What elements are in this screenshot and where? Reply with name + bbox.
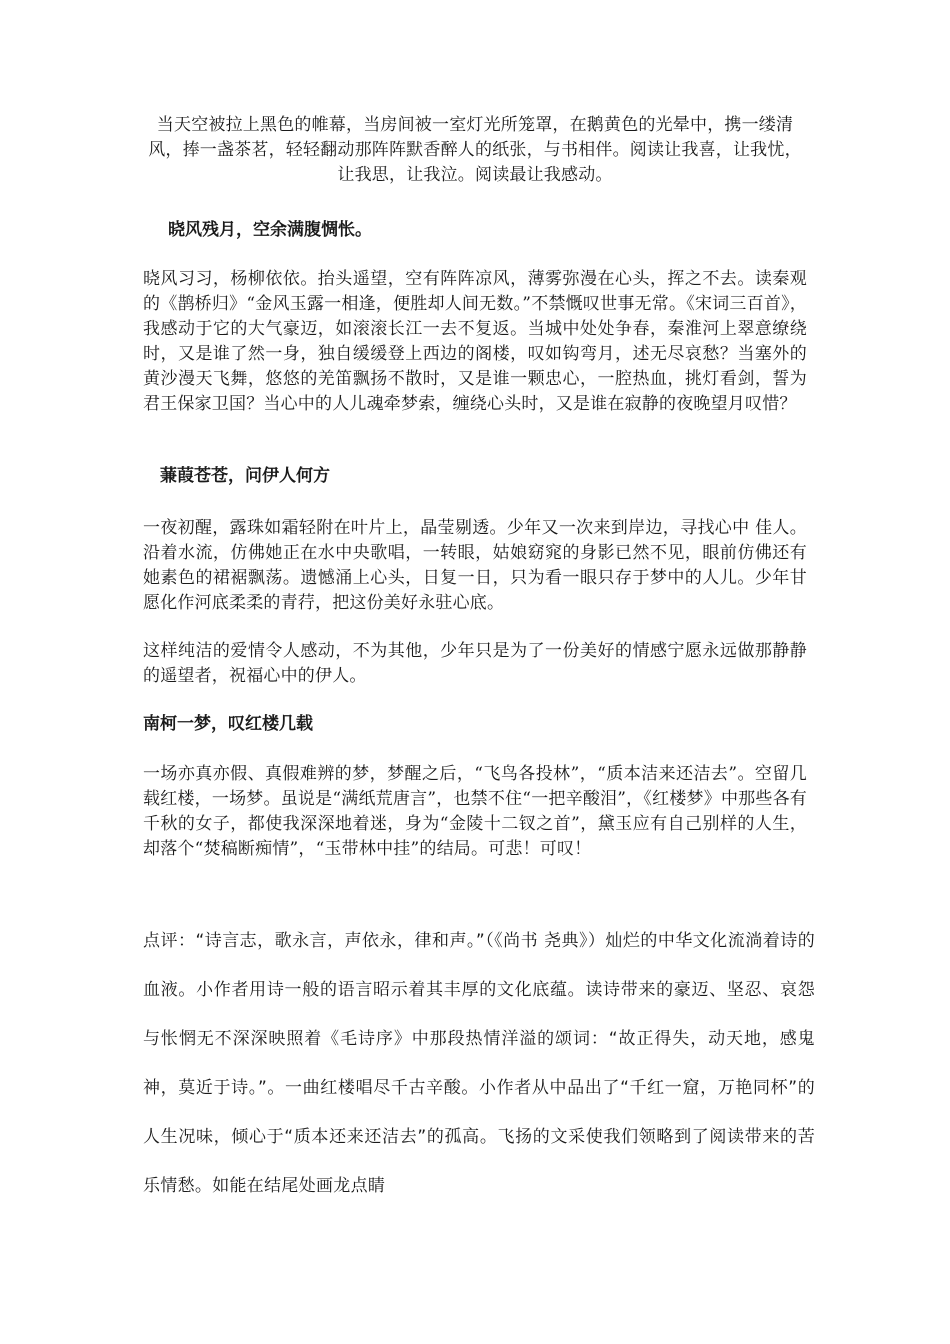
review-paragraph: 点评：“诗言志，歌永言，声依永，律和声。”（《尚书 尧典》）灿烂的中华文化流淌着诗的血液。小作者用诗一般的语言昭示着其丰厚的文化底蕴。读诗带来的豪迈、坚忍、哀怨与怅惘无不深深映照着《毛诗序》中那段热情洋溢的颂词：“故正得失，动天地，感鬼神，莫近于诗。”。一曲红楼唱尽千古辛酸。小作者从中品出了“千红一窟，万艳同杯”的人生况味，倾心于“质本还来还洁去”的孤高。飞扬的文采使我们领略到了阅读带来的苦乐情愁。如能在结尾处画龙点睛 [143,931,815,1196]
section-heading-3: 南柯一梦，叹红楼几载 [143,714,313,734]
intro-paragraph: 当天空被拉上黑色的帷幕，当房间被一室灯光所笼罩，在鹅黄色的光晕中，携一缕清风，捧一盏茶茗，轻轻翻动那阵阵默香醉人的纸张，与书相伴。阅读让我喜，让我忧，让我思，让我泣。阅读最让我感动。 [148,115,802,185]
section-2-paragraph-1: 一夜初醒，露珠如霜轻附在叶片上，晶莹剔透。少年又一次来到岸边，寻找心中 佳人。沿着水流，仿佛她正在水中央歌唱，一转眼，姑娘窈窕的身影已然不见，眼前仿佛还有她素色的裙裾飘荡。遗憾涌上心头，日复一日，只为看一眼只存于梦中的人儿。少年甘愿化作河底柔柔的青荇，把这份美好永驻心底。 [143,518,807,613]
section-1-paragraph: 晓风习习，杨柳依依。抬头遥望，空有阵阵凉风，薄雾弥漫在心头，挥之不去。读秦观的《鹊桥归》“金风玉露一相逢，便胜却人间无数。”不禁慨叹世事无常。《宋词三百首》，我感动于它的大气豪迈，如滚滚长江一去不复返。当城中处处争春，秦淮河上翠意缭绕时，又是谁了然一身，独自缓缓登上西边的阁楼，叹如钩弯月，述无尽哀愁？当塞外的黄沙漫天飞舞，悠悠的羌笛飘扬不散时，又是谁一颗忠心，一腔热血，挑灯看剑，誓为君王保家卫国？当心中的人儿魂牵梦索，缠绕心头时，又是谁在寂静的夜晚望月叹惜？ [143,269,807,414]
section-heading-1: 晓风残月，空余满腹惆怅。 [168,220,372,240]
section-3-paragraph: 一场亦真亦假、真假难辨的梦，梦醒之后，“飞鸟各投林”，“质本洁来还洁去”。空留几载红楼，一场梦。虽说是“满纸荒唐言”，也禁不住“一把辛酸泪”，《红楼梦》中那些各有千秋的女子，都使我深深地着迷，身为“金陵十二钗之首”，黛玉应有自己别样的人生，却落个“焚稿断痴情”，“玉带林中挂”的结局。可悲！可叹！ [143,764,807,859]
section-heading-2: 蒹葭苍苍，问伊人何方 [160,466,330,486]
section-2-paragraph-2: 这样纯洁的爱情令人感动，不为其他，少年只是为了一份美好的情感宁愿永远做那静静的遥望者，祝福心中的伊人。 [143,641,807,686]
